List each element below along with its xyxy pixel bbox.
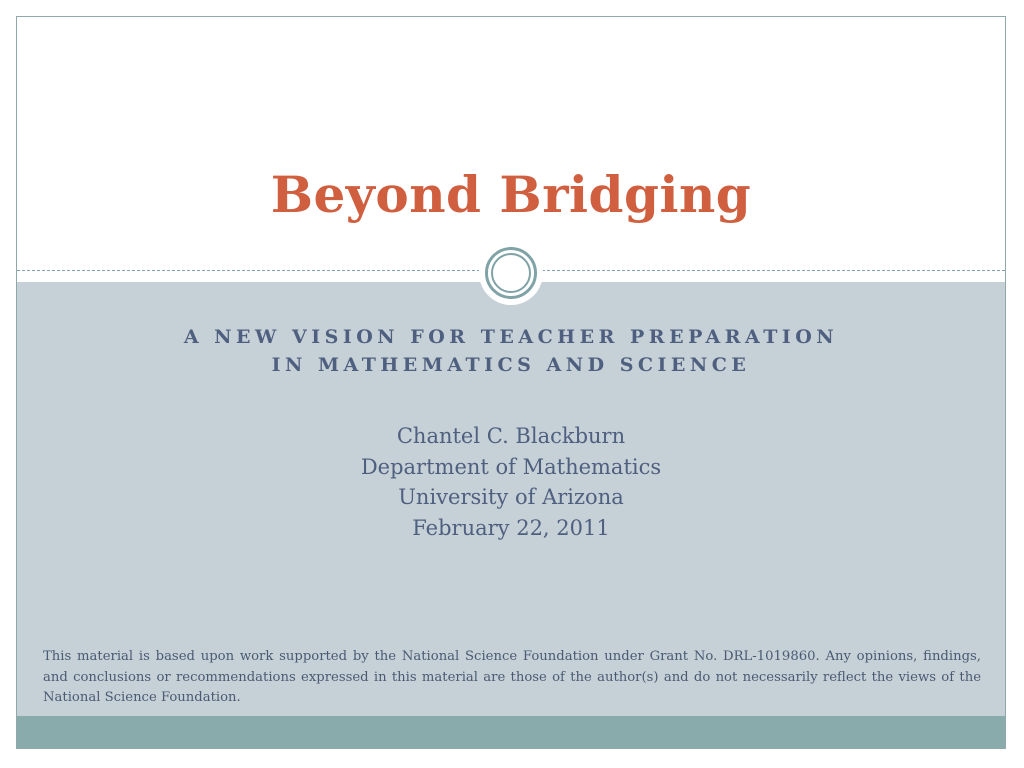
author-department: Department of Mathematics (360, 454, 662, 479)
presentation-date: February 22, 2011 (412, 515, 610, 540)
funding-disclaimer: This material is based upon work supported by the National Science Foundation under Grant No. DRL-1019860. Any opinions, findings, and conclusions or recommendations expressed in this material are those of the author(s) and do not necessarily reflect the views of the National Science Foundation. (43, 649, 981, 705)
slide-title: Beyond Bridging (270, 165, 752, 224)
author-info (17, 421, 1005, 543)
slide (16, 16, 1006, 749)
circle-ornament-inner (491, 253, 531, 293)
subtitle-line-2: IN MATHEMATICS AND SCIENCE (271, 354, 751, 376)
author-university: University of Arizona (398, 485, 624, 509)
author-name: Chantel C. Blackburn (396, 424, 626, 448)
slide-subtitle (17, 323, 1005, 379)
footer-bar (17, 716, 1005, 749)
subtitle-line-1: A NEW VISION FOR TEACHER PREPARATION (183, 326, 839, 348)
